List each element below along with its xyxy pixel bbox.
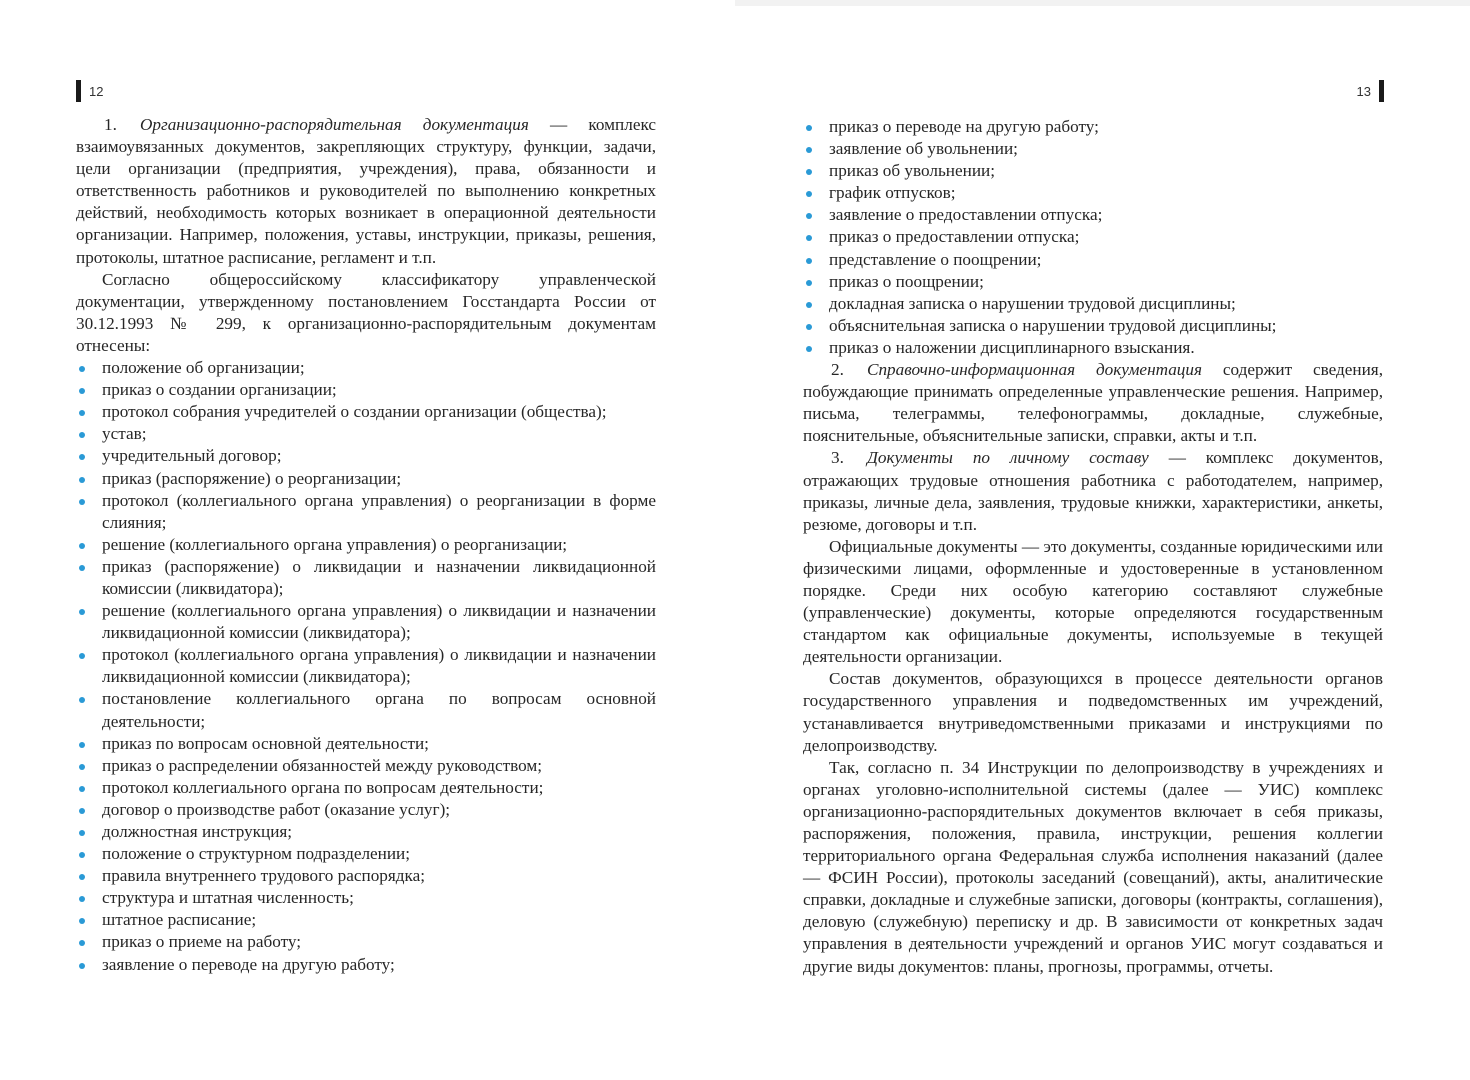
left-text-column — [76, 114, 656, 976]
item-number: 3. — [831, 448, 844, 468]
bullet-icon — [79, 742, 85, 748]
bullet-icon — [79, 786, 85, 792]
bullet-icon — [79, 499, 85, 505]
item-number: 2. — [831, 360, 844, 380]
list-item: постановление коллегиального органа по вопросам основной деятельности; — [76, 688, 656, 732]
bullet-icon — [806, 324, 812, 330]
list-item: приказ о поощрении; — [803, 271, 1383, 293]
bullet-icon — [79, 609, 85, 615]
bullet-list-left — [76, 357, 656, 976]
list-item: учредительный договор; — [76, 445, 656, 467]
page-number-right — [1357, 80, 1384, 102]
list-item: протокол собрания учредителей о создании организации (общества); — [76, 401, 656, 423]
list-item: заявление об увольнении; — [803, 138, 1383, 160]
list-item: положение о структурном подразделении; — [76, 843, 656, 865]
list-item: график отпусков; — [803, 182, 1383, 204]
bullet-icon — [79, 697, 85, 703]
item-1-text: — комплекс взаимоувязанных документов, закрепляющих структуру, функции, задачи, цели организации (предприятия, учреждения), права, обязанности и ответственность работников и руководителей по выполнению конкретных действий, необходимость которых возникает в операционной деятельности организации. Например, положения, уставы, инструкции, приказы, решения, протоколы, штатное расписание, регламент и т.п. — [76, 115, 657, 267]
list-item: представление о поощрении; — [803, 249, 1383, 271]
list-item: решение (коллегиального органа управления) о ликвидации и назначении ликвидационной комиссии (ликвидатора); — [76, 600, 656, 644]
list-item: устав; — [76, 423, 656, 445]
page-number-left — [76, 80, 103, 102]
page-number: 12 — [89, 83, 104, 99]
bullet-icon — [806, 302, 812, 308]
bullet-icon — [79, 410, 85, 416]
item-1-paragraph — [76, 114, 656, 269]
list-item: протокол коллегиального органа по вопросам деятельности; — [76, 777, 656, 799]
bullet-icon — [806, 147, 812, 153]
bullet-icon — [79, 366, 85, 372]
bullet-icon — [79, 896, 85, 902]
bullet-icon — [806, 125, 812, 131]
bullet-icon — [79, 543, 85, 549]
paragraph-uis-instruction: Так, согласно п. 34 Инструкции по делопроизводству в учреждениях и органах уголовно-исполнительной системы (далее — УИС) комплекс организационно-распорядительных документов включает в себя приказы, распоряжения, положения, правила, инструкции, решения коллегии территориального органа Федеральная служба исполнения наказаний (далее — ФСИН России), протоколы заседаний (совещаний), акты, аналитические справки, докладные и служебные записки, договоры (контракты, соглашения), деловую (служебную) переписку и др. В зависимости от конкретных задач управления в деятельности учреждений и органов УИС могут создаваться и другие виды документов: планы, прогнозы, программы, отчеты. — [803, 757, 1383, 976]
item-3-paragraph — [803, 447, 1383, 535]
bullet-icon — [79, 874, 85, 880]
bullet-icon — [806, 213, 812, 219]
bullet-icon — [79, 830, 85, 836]
term-reference-docs: Справочно-информационная документация — [867, 360, 1202, 380]
bullet-icon — [806, 191, 812, 197]
list-item: приказ о переводе на другую работу; — [803, 116, 1383, 138]
bullet-icon — [79, 653, 85, 659]
bullet-icon — [79, 764, 85, 770]
right-page — [735, 0, 1470, 1080]
bullet-icon — [79, 454, 85, 460]
paragraph-classifier: Согласно общероссийскому классификатору управленческой документации, утвержденному постановлением Госстандарта России от 30.12.1993 № 299, к организационно-распорядительным документам отнесены: — [76, 269, 656, 355]
page-marker-bar — [1379, 80, 1384, 102]
bullet-icon — [806, 258, 812, 264]
bullet-icon — [79, 963, 85, 969]
page-marker-bar — [76, 80, 81, 102]
bullet-icon — [79, 565, 85, 571]
list-item: структура и штатная численность; — [76, 887, 656, 909]
list-item: протокол (коллегиального органа управления) о ликвидации и назначении ликвидационной комиссии (ликвидатора); — [76, 644, 656, 688]
paragraph-official-docs: Официальные документы — это документы, созданные юридическими или физическими лицами, оформленные и удостоверенные в установленном порядке. Среди них особую категорию составляют служебные (управленческие) документы, которые определяются государственным стандартом как официальные документы, используемые в текущей деятельности организации. — [803, 536, 1383, 667]
list-item: протокол (коллегиального органа управления) о реорганизации в форме слияния; — [76, 490, 656, 534]
bullet-icon — [79, 918, 85, 924]
list-item: договор о производстве работ (оказание услуг); — [76, 799, 656, 821]
list-item: положение об организации; — [76, 357, 656, 379]
page-number: 13 — [1356, 83, 1371, 99]
list-item: приказ (распоряжение) о ликвидации и назначении ликвидационной комиссии (ликвидатора); — [76, 556, 656, 600]
list-item: заявление о предоставлении отпуска; — [803, 204, 1383, 226]
list-item: приказ (распоряжение) о реорганизации; — [76, 468, 656, 490]
bullet-icon — [79, 852, 85, 858]
item-3-text: — комплекс документов, отражающих трудовые отношения работника с работодателем, например, приказы, личные дела, заявления, трудовые книжки, характеристики, анкеты, резюме, договоры и т.п. — [803, 448, 1383, 534]
bullet-list-right — [803, 116, 1383, 359]
right-text-column — [803, 116, 1383, 978]
bullet-icon — [79, 940, 85, 946]
list-item: должностная инструкция; — [76, 821, 656, 843]
list-item: решение (коллегиального органа управления) о реорганизации; — [76, 534, 656, 556]
bullet-icon — [79, 432, 85, 438]
list-item: приказ по вопросам основной деятельности; — [76, 733, 656, 755]
term-personnel-docs: Документы по личному составу — [867, 448, 1149, 468]
term-org-admin-docs: Организационно-распорядительная документация — [140, 115, 529, 134]
list-item: докладная записка о нарушении трудовой дисциплины; — [803, 293, 1383, 315]
list-item: объяснительная записка о нарушении трудовой дисциплины; — [803, 315, 1383, 337]
list-item: приказ о предоставлении отпуска; — [803, 226, 1383, 248]
item-2-paragraph — [803, 359, 1383, 447]
paragraph-docs-composition: Состав документов, образующихся в процессе деятельности органов государственного управления и подведомственных им учреждений, устанавливается внутриведомственными приказами и инструкциями по делопроизводству. — [803, 669, 1383, 755]
list-item: приказ о создании организации; — [76, 379, 656, 401]
item-number: 1. — [104, 115, 117, 134]
list-item: приказ об увольнении; — [803, 160, 1383, 182]
bullet-icon — [806, 346, 812, 352]
bullet-icon — [79, 808, 85, 814]
list-item: правила внутреннего трудового распорядка; — [76, 865, 656, 887]
bullet-icon — [806, 169, 812, 175]
list-item: приказ о распределении обязанностей между руководством; — [76, 755, 656, 777]
list-item: приказ о наложении дисциплинарного взыскания. — [803, 337, 1383, 359]
item-2-text: содержит сведения, побуждающие принимать определенные управленческие решения. Например, письма, телеграммы, телефонограммы, докладные, служебные, пояснительные, объяснительные записки, справки, акты и т.п. — [803, 360, 1383, 446]
list-item: заявление о переводе на другую работу; — [76, 954, 656, 976]
bullet-icon — [79, 388, 85, 394]
list-item: штатное расписание; — [76, 909, 656, 931]
list-item: приказ о приеме на работу; — [76, 931, 656, 953]
bullet-icon — [79, 477, 85, 483]
bullet-icon — [806, 280, 812, 286]
bullet-icon — [806, 235, 812, 241]
